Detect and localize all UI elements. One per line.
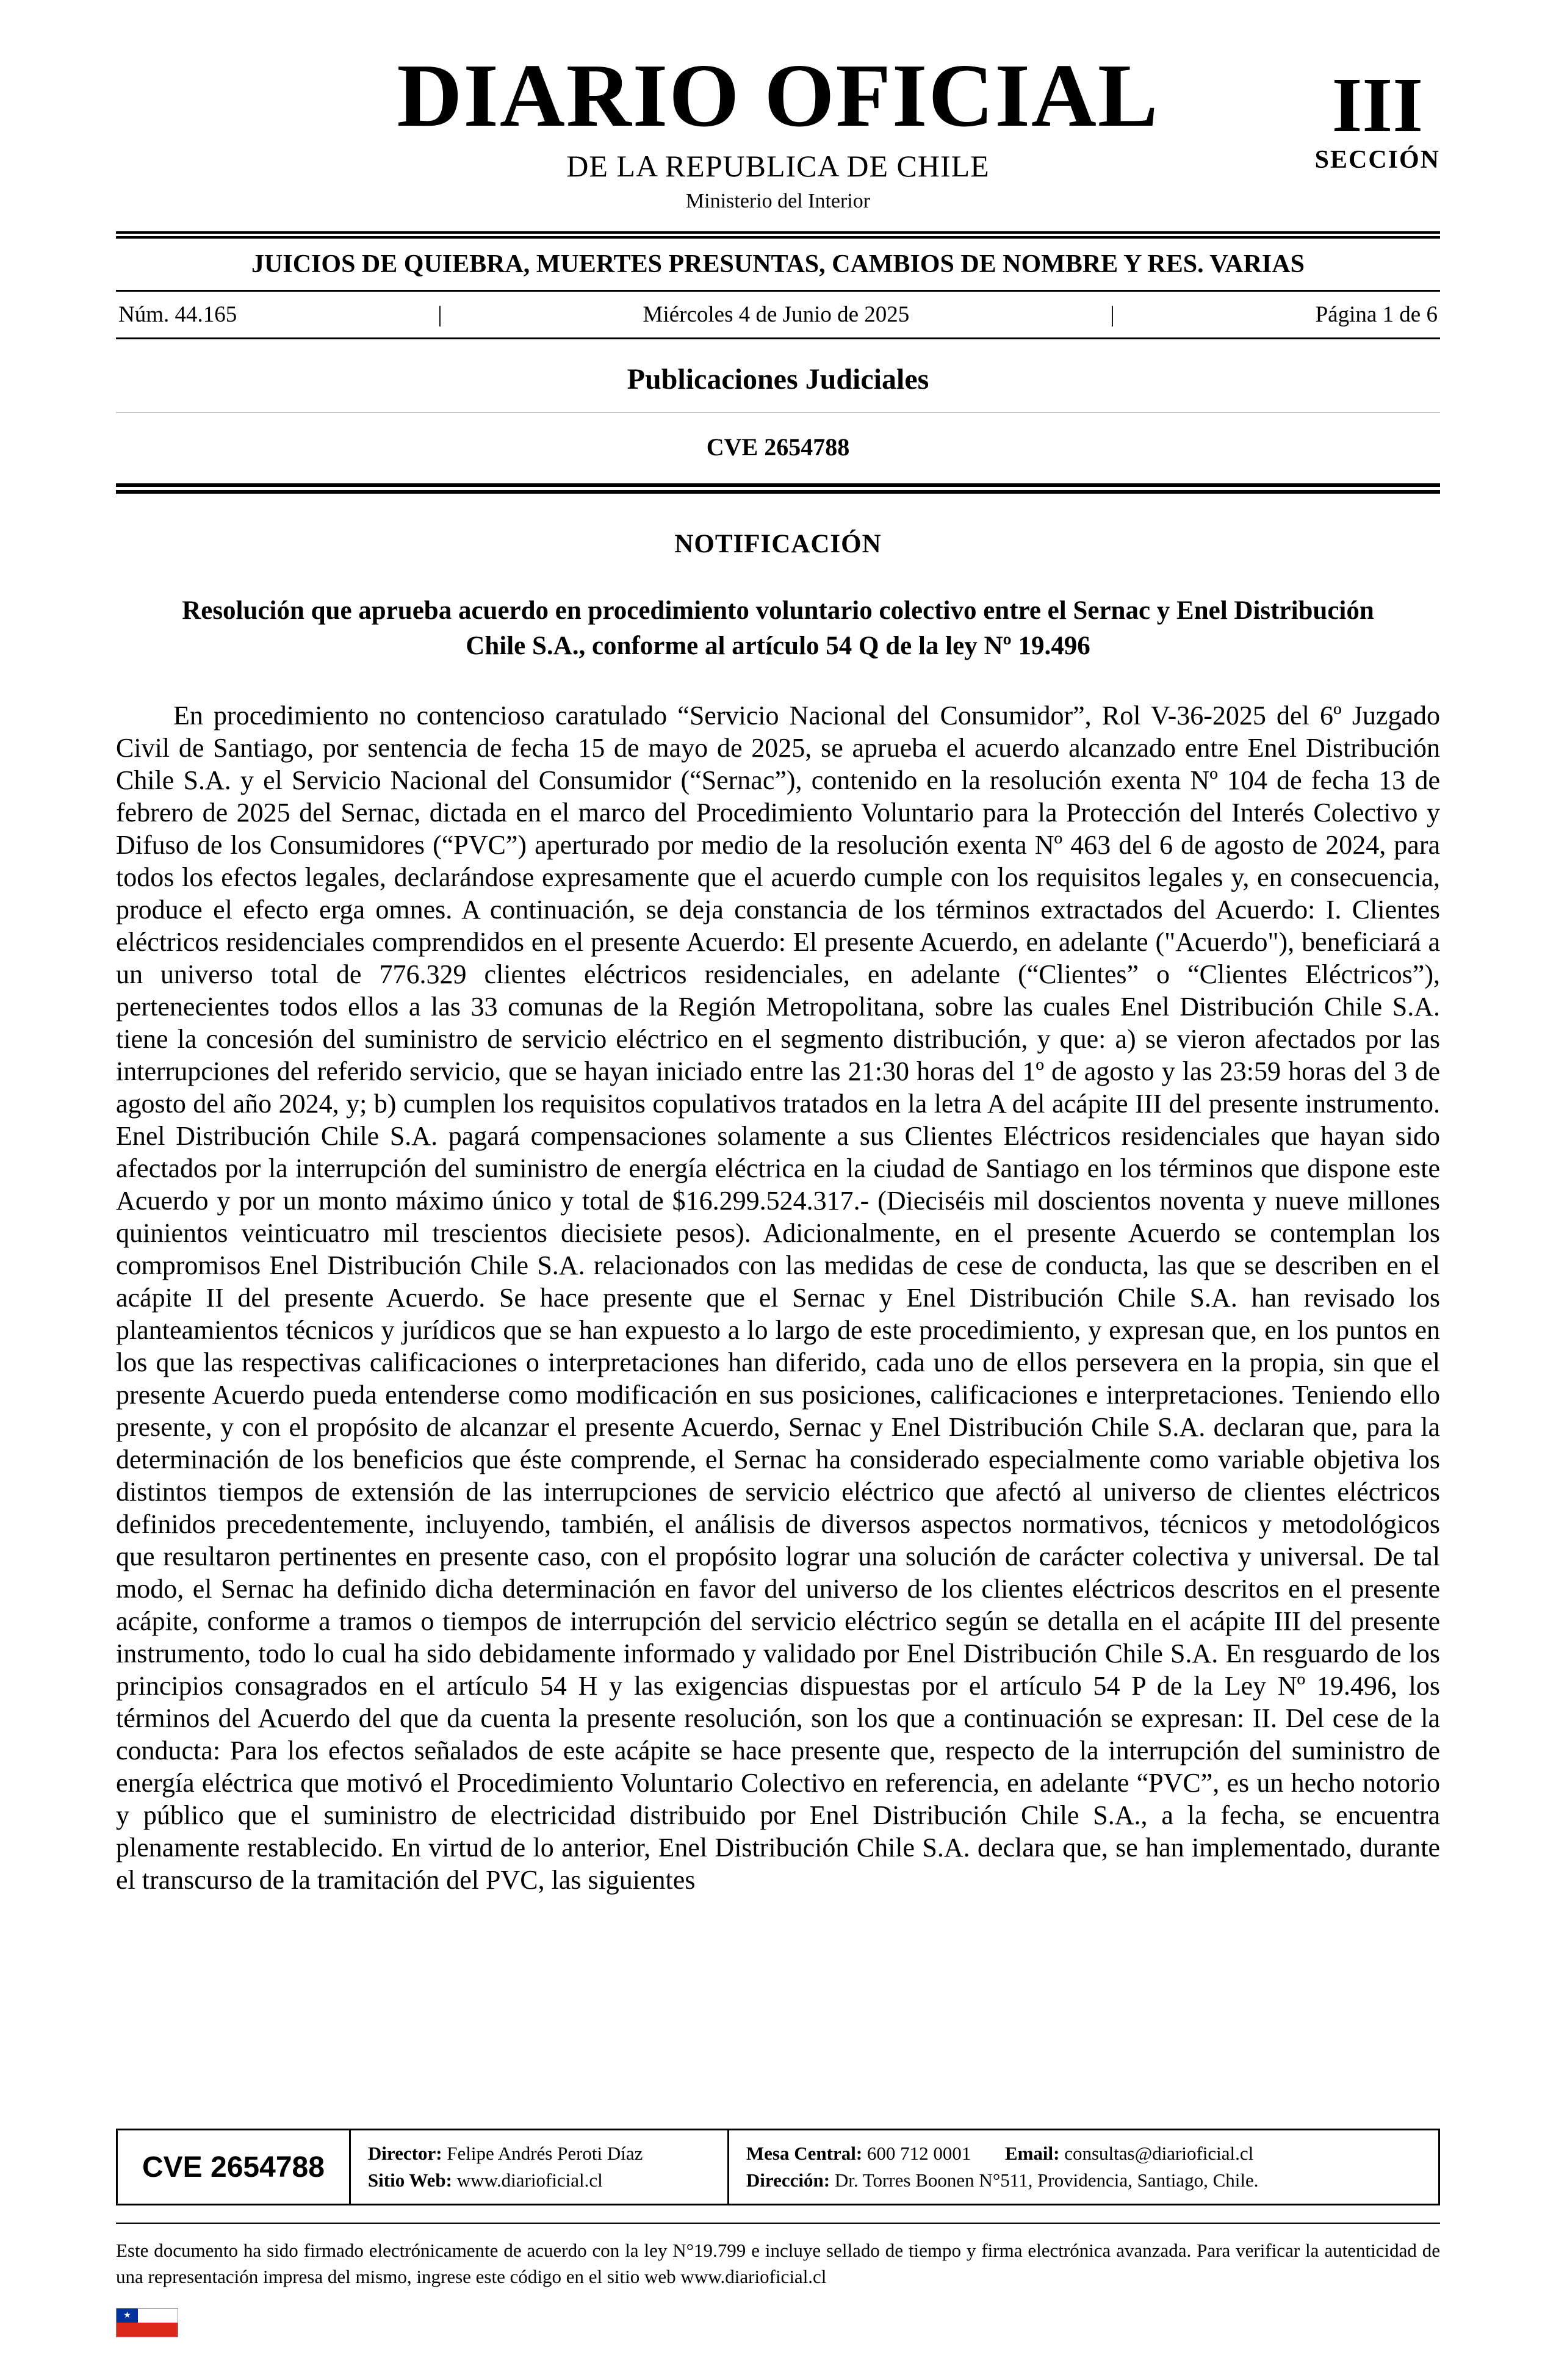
- notice-heading: NOTIFICACIÓN: [674, 530, 882, 559]
- double-rule-top: [116, 231, 1440, 239]
- section-badge: [1314, 62, 1440, 175]
- masthead-subtitle: DE LA REPUBLICA DE CHILE: [566, 149, 990, 184]
- address-label: Dirección:: [746, 2169, 830, 2191]
- masthead-ministry: Ministerio del Interior: [685, 190, 871, 213]
- phone-label: Mesa Central:: [746, 2143, 863, 2164]
- footer-website-row: [368, 2167, 710, 2194]
- phone-value: 600 712 0001: [866, 2143, 971, 2164]
- footer-contact-row: [746, 2140, 1421, 2167]
- flag-white-field: [138, 2309, 178, 2323]
- footer-info-box: [116, 2129, 1440, 2205]
- notice-title: Resolución que aprueba acuerdo en procedimiento voluntario colectivo entre el Sernac y Enel Distribución Chile S.A., conforme al artículo 54 Q de la ley Nº 19.496: [182, 596, 1374, 661]
- flag-star-icon: ★: [123, 2310, 131, 2320]
- address-value: Dr. Torres Boonen N°511, Providencia, Santiago, Chile.: [834, 2169, 1259, 2191]
- email-value: consultas@diarioficial.cl: [1064, 2143, 1254, 2164]
- issue-number: Núm. 44.165: [118, 302, 237, 328]
- rule-under-meta: [116, 337, 1440, 339]
- meta-separator: |: [438, 302, 442, 328]
- chile-flag-icon: [116, 2308, 178, 2337]
- issue-meta-row: [116, 292, 1440, 337]
- flag-red-band: [117, 2323, 178, 2337]
- meta-separator: |: [1110, 302, 1115, 328]
- page-indicator: Página 1 de 6: [1315, 302, 1438, 328]
- section-number: III: [1331, 62, 1424, 148]
- footer-column-contact: [727, 2130, 1438, 2204]
- flag-top-band: [117, 2309, 178, 2323]
- footer-cve: CVE 2654788: [142, 2151, 325, 2183]
- director-value: Felipe Andrés Peroti Díaz: [447, 2143, 643, 2164]
- legal-text: Este documento ha sido firmado electrónicamente de acuerdo con la ley N°19.799 e incluye sellado de tiempo y firma electrónica avanzada. Para verificar la autenticidad de una representación impresa del mismo, ingrese este código en el sitio web www.diarioficial.cl: [116, 2240, 1440, 2287]
- section-label: SECCIÓN: [1314, 146, 1440, 174]
- issue-date: Miércoles 4 de Junio de 2025: [643, 302, 910, 328]
- footer-director-row: [368, 2140, 710, 2167]
- masthead-title: DIARIO OFICIAL: [397, 46, 1159, 146]
- hairline-rule: [116, 412, 1440, 413]
- category-banner: JUICIOS DE QUIEBRA, MUERTES PRESUNTAS, CAMBIOS DE NOMBRE Y RES. VARIAS: [251, 250, 1305, 279]
- footer-column-director: [349, 2130, 727, 2204]
- cve-heading: CVE 2654788: [706, 433, 850, 461]
- flag-blue-canton: [117, 2309, 138, 2323]
- page-footer: [116, 2129, 1440, 2337]
- email-label: Email:: [1004, 2143, 1060, 2164]
- director-label: Director:: [367, 2143, 442, 2164]
- notice-body: En procedimiento no contencioso caratulado “Servicio Nacional del Consumidor”, Rol V-36-2025 del 6º Juzgado Civil de Santiago, por sentencia de fecha 15 de mayo de 2025, se aprueba el acuerdo alcanzado entre Enel Distribución Chile S.A. y el Servicio Nacional del Consumidor (“Sernac”), contenido en la resolución exenta Nº 104 de fecha 13 de febrero de 2025 del Sernac, dictada en el marco del Procedimiento Voluntario para la Protección del Interés Colectivo y Difuso de los Consumidores (“PVC”) aperturado por medio de la resolución exenta Nº 463 del 6 de agosto de 2024, para todos los efectos legales, declarándose expresamente que el acuerdo cumple con los requisitos legales y, en consecuencia, produce el efecto erga omnes. A continuación, se deja constancia de los términos extractados del Acuerdo: I. Clientes eléctricos residenciales comprendidos en el presente Acuerdo: El presente Acuerdo, en adelante ("Acuerdo"), beneficiará a un universo total de 776.329 clientes eléctricos residenciales, en adelante (“Clientes” o “Clientes Eléctricos”), pertenecientes todos ellos a las 33 comunas de la Región Metropolitana, sobre las cuales Enel Distribución Chile S.A. tiene la concesión del suministro de servicio eléctrico en el segmento distribución, y que: a) se vieron afectados por las interrupciones del referido servicio, que se hayan iniciado entre las 21:30 horas del 1º de agosto y las 23:59 horas del 3 de agosto del año 2024, y; b) cumplen los requisitos copulativos tratados en la letra A del acápite III del presente instrumento. Enel Distribución Chile S.A. pagará compensaciones solamente a sus Clientes Eléctricos residenciales que hayan sido afectados por la interrupción del suministro de energía eléctrica en la ciudad de Santiago en los términos que dispone este Acuerdo y por un monto máximo único y total de $16.299.524.317.- (Dieciséis mil doscientos noventa y nueve millones quinientos veinticuatro mil trescientos diecisiete pesos). Adicionalmente, en el presente Acuerdo se contemplan los compromisos Enel Distribución Chile S.A. relacionados con las medidas de cese de conducta, las que se describen en el acápite II del presente Acuerdo. Se hace presente que el Sernac y Enel Distribución Chile S.A. han revisado los planteamientos técnicos y jurídicos que se han expuesto a lo largo de este procedimiento, y expresan que, en los puntos en los que las respectivas calificaciones o interpretaciones han diferido, cada uno de ellos persevera en la propia, sin que el presente Acuerdo pueda entenderse como modificación en sus posiciones, calificaciones e interpretaciones. Teniendo ello presente, y con el propósito de alcanzar el presente Acuerdo, Sernac y Enel Distribución Chile S.A. declaran que, para la determinación de los beneficios que éste comprende, el Sernac ha considerado especialmente como variable objetiva los distintos tiempos de extensión de las interrupciones de servicio eléctrico que afectó al universo de clientes eléctricos definidos precedentemente, incluyendo, también, el análisis de diversos aspectos normativos, técnicos y metodológicos que resultaron pertinentes en presente caso, con el propósito lograr una solución de carácter colectiva y universal. De tal modo, el Sernac ha definido dicha determinación en favor del universo de los clientes eléctricos descritos en el presente acápite, conforme a tramos o tiempos de interrupción del servicio eléctrico según se detalla en el acápite III del presente instrumento, todo lo cual ha sido debidamente informado y validado por Enel Distribución Chile S.A. En resguardo de los principios consagrados en el artículo 54 H y las exigencias dispuestas por el artículo 54 P de la Ley Nº 19.496, los términos del Acuerdo del que da cuenta la presente resolución, son los que a continuación se expresan: II. Del cese de la conducta: Para los efectos señalados de este acápite se hace presente que, respecto de la interrupción del suministro de energía eléctrica que motivó el Procedimiento Voluntario Colectivo en referencia, en adelante “PVC”, es un hecho notorio y público que el suministro de electricidad distribuido por Enel Distribución Chile S.A., a la fecha, se encuentra plenamente restablecido. En virtud de lo anterior, Enel Distribución Chile S.A. declara que, se han implementado, durante el transcurso de la tramitación del PVC, las siguientes: [116, 701, 1440, 1895]
- double-rule-mid: [116, 483, 1440, 494]
- rule-above-legal: [116, 2223, 1440, 2224]
- footer-address-row: [746, 2167, 1421, 2194]
- masthead: [116, 46, 1440, 213]
- website-label: Sitio Web:: [367, 2169, 452, 2191]
- website-value: www.diarioficial.cl: [456, 2169, 603, 2191]
- section-heading: Publicaciones Judiciales: [627, 363, 929, 396]
